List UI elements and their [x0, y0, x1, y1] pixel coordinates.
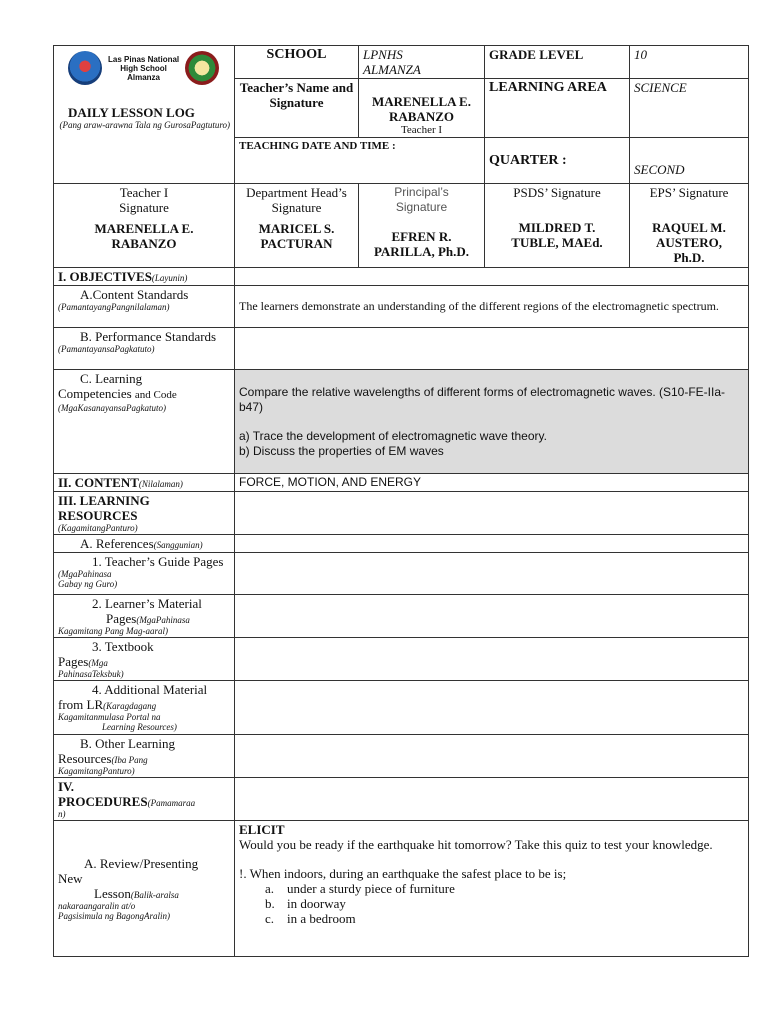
school-seal-logo-icon [68, 51, 102, 85]
content-standards-value: The learners demonstrate an understanding of the different regions of the electromagnetic spectrum. [235, 286, 749, 328]
quiz-option: b. in doorway [265, 896, 346, 911]
teacher-name: MARENELLA E. RABANZO Teacher I [359, 79, 485, 138]
learning-competencies-value: Compare the relative wavelengths of different forms of electromagnetic waves. (S10-FE-IIa-b47) a) Trace the development of electromagnetic wave theory. b) Discuss the properties of EM waves [235, 370, 749, 474]
learning-area-label: LEARNING AREA [485, 79, 630, 138]
content-heading: II. CONTENT(Nilalaman) [54, 474, 235, 492]
quiz-question: !. When indoors, during an earthquake the safest place to be is; [239, 866, 567, 881]
page-subtitle: (Pang araw-arawna Tala ng GurosaPagtuturo) [59, 120, 230, 130]
quarter-label: QUARTER : [485, 138, 630, 184]
objectives-heading: I. OBJECTIVES(Layunin) [54, 268, 235, 286]
lesson-log-table [53, 45, 749, 957]
signature-eps: EPS’ Signature RAQUEL M. AUSTERO, Ph.D. [630, 184, 749, 268]
quiz-option: a. under a sturdy piece of furniture [265, 881, 455, 896]
procedures-heading: IV. PROCEDURES(Pamamaraa n) [54, 778, 235, 821]
grade-level-label: GRADE LEVEL [485, 46, 630, 79]
signature-teacher: Teacher I Signature MARENELLA E. RABANZO [54, 184, 235, 268]
additional-material-label: 4. Additional Material from LR(Karagdagang Kagamitanmulasa Portal na Learning Resources) [54, 681, 235, 735]
teacher-label: Teacher’s Name and Signature [235, 79, 359, 138]
learning-resources-heading: III. LEARNING RESOURCES (KagamitangPanturo) [54, 492, 235, 535]
performance-standards-label: B. Performance Standards (PamantayansaPagkatuto) [54, 328, 235, 370]
daily-lesson-log-sheet [53, 45, 748, 957]
school-name: Las Pinas National High School Almanza [108, 54, 180, 82]
elicit-cell [235, 821, 749, 957]
logo-group [68, 51, 230, 85]
signature-principal: Principal’s Signature EFREN R. PARILLA, Ph.D. [359, 184, 485, 268]
signature-department-head: Department Head’s Signature MARICEL S. PACTURAN [235, 184, 359, 268]
quiz-options [239, 881, 744, 926]
school-label: SCHOOL [235, 46, 359, 79]
learning-competencies-label: C. Learning Competencies and Code (MgaKasanayansaPagkatuto) [54, 370, 235, 474]
elicit-heading: ELICIT [239, 822, 285, 837]
quarter-value: SECOND [630, 138, 749, 184]
elicit-text: Would you be ready if the earthquake hit tomorrow? Take this quiz to test your knowledge. [239, 837, 713, 852]
division-seal-logo-icon [185, 51, 219, 85]
content-standards-label: A.Content Standards (PamantayangPangnilalaman) [54, 286, 235, 328]
learning-area-value: SCIENCE [630, 79, 749, 138]
other-resources-label: B. Other Learning Resources(Iba Pang KagamitangPanturo) [54, 735, 235, 778]
teaching-date-label: TEACHING DATE AND TIME : [235, 138, 485, 184]
learners-material-label: 2. Learner’s Material Pages(MgaPahinasa Kagamitang Pang Mag-aaral) [54, 595, 235, 638]
page-title: DAILY LESSON LOG [68, 105, 195, 120]
references-label: A. References(Sanggunian) [54, 535, 235, 553]
signature-psds: PSDS’ Signature MILDRED T. TUBLE, MAEd. [485, 184, 630, 268]
textbook-pages-label: 3. Textbook Pages(Mga PahinasaTeksbuk) [54, 638, 235, 681]
school-value: LPNHS ALMANZA [359, 46, 485, 79]
teachers-guide-label: 1. Teacher’s Guide Pages (MgaPahinasa Gabay ng Guro) [54, 553, 235, 595]
grade-level-value: 10 [630, 46, 749, 79]
content-value: FORCE, MOTION, AND ENERGY [235, 474, 749, 492]
review-lesson-label: A. Review/Presenting New Lesson(Balik-aralsa nakaraangaralin at/o Pagsisimula ng BagongAralin) [54, 821, 235, 957]
school-logo-cell [54, 46, 235, 184]
quiz-option: c. in a bedroom [265, 911, 356, 926]
